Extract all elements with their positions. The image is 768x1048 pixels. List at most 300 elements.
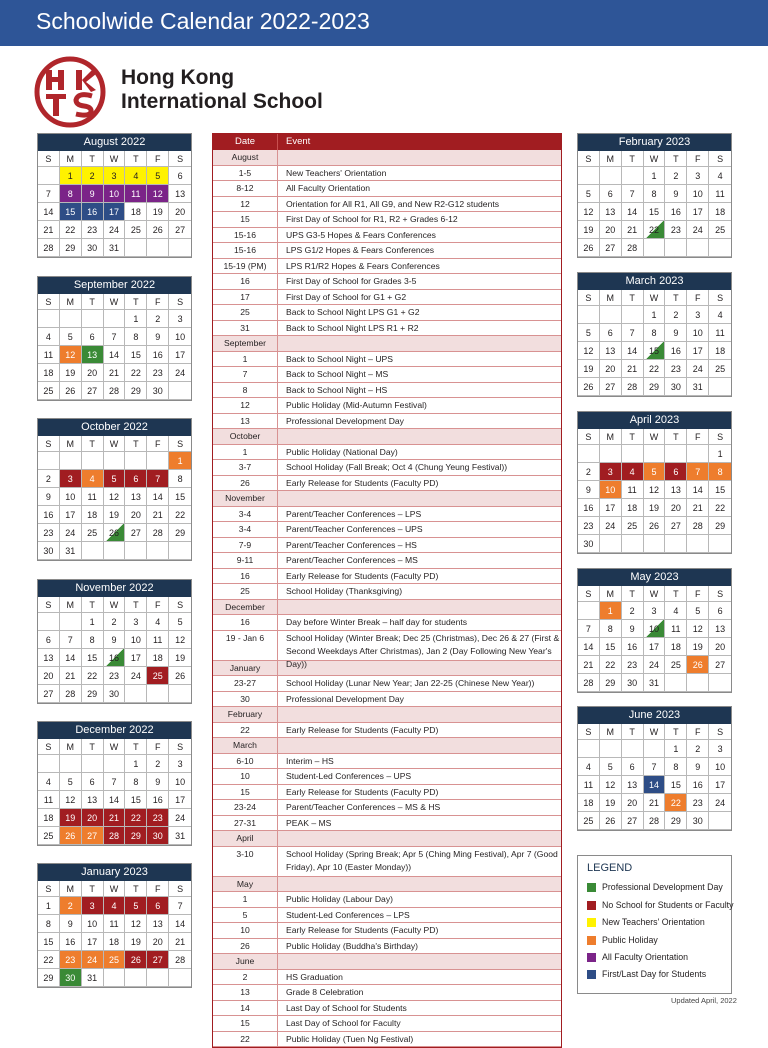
calendar-day: 14 <box>169 915 191 933</box>
calendar-day: 1 <box>644 306 666 324</box>
event-date: August <box>213 150 278 165</box>
legend-swatch <box>587 936 596 945</box>
calendar-day: 25 <box>125 221 147 239</box>
event-date: 26 <box>213 939 278 954</box>
calendar-day: 21 <box>104 364 126 382</box>
event-date: 7 <box>213 367 278 382</box>
calendar-empty-cell <box>644 239 666 257</box>
event-description: School Holiday (Fall Break; Oct 4 (Chung Yeung Festival)) <box>286 462 508 472</box>
calendar-day: 13 <box>709 620 731 638</box>
calendar-day: 17 <box>169 791 191 809</box>
weekday-label: T <box>125 151 147 167</box>
calendar-day: 25 <box>709 360 731 378</box>
event-date: 8 <box>213 383 278 398</box>
weekday-label: M <box>60 597 82 613</box>
calendar-day: 1 <box>709 445 731 463</box>
calendar-day: 18 <box>709 203 731 221</box>
calendar-day: 5 <box>578 185 600 203</box>
calendar-day: 8 <box>38 915 60 933</box>
weekday-label: F <box>687 724 709 740</box>
calendar-day: 17 <box>82 933 104 951</box>
weekday-label: F <box>687 290 709 306</box>
legend-swatch <box>587 953 596 962</box>
event-row <box>213 197 561 213</box>
calendar-day: 28 <box>687 517 709 535</box>
calendar-day: 14 <box>644 776 666 794</box>
events-table-header <box>213 134 561 150</box>
calendar-day: 11 <box>578 776 600 794</box>
calendar-grid <box>38 597 191 703</box>
calendar-grid <box>38 881 191 987</box>
calendar-day: 26 <box>578 378 600 396</box>
calendar-day: 30 <box>147 827 169 845</box>
weekday-label: M <box>60 151 82 167</box>
calendar-day: 3 <box>687 167 709 185</box>
event-month-row <box>213 600 561 616</box>
school-name-line2: International School <box>121 90 323 113</box>
calendar-day: 6 <box>665 463 687 481</box>
calendar-day: 19 <box>600 794 622 812</box>
calendar-day: 7 <box>147 470 169 488</box>
event-date: December <box>213 600 278 615</box>
calendar-day: 23 <box>82 221 104 239</box>
calendar-day: 5 <box>687 602 709 620</box>
calendar-grid <box>38 151 191 257</box>
calendar-day: 13 <box>147 915 169 933</box>
event-date: 7-9 <box>213 538 278 553</box>
calendar-day: 31 <box>169 827 191 845</box>
calendar-month-title: March 2023 <box>578 273 731 290</box>
calendar-day: 16 <box>687 776 709 794</box>
event-row <box>213 228 561 244</box>
legend-label: Public Holiday <box>602 935 658 945</box>
calendar-empty-cell <box>169 969 191 987</box>
calendar-empty-cell <box>600 445 622 463</box>
event-description: Student-Led Conferences – UPS <box>286 771 412 781</box>
date-column-header: Date <box>213 134 278 150</box>
calendar-empty-cell <box>578 306 600 324</box>
calendar-day: 8 <box>82 631 104 649</box>
calendar-day: 24 <box>82 951 104 969</box>
weekday-label: S <box>169 739 191 755</box>
event-row <box>213 181 561 197</box>
event-date: 22 <box>213 723 278 738</box>
event-description: Parent/Teacher Conferences – UPS <box>286 524 423 534</box>
calendar-month <box>37 579 192 704</box>
event-description: Early Release for Students (Faculty PD) <box>286 477 439 488</box>
calendar-day: 4 <box>622 463 644 481</box>
calendar-day: 21 <box>38 221 60 239</box>
event-month-row <box>213 738 561 754</box>
calendar-day: 24 <box>687 360 709 378</box>
calendar-day: 31 <box>82 969 104 987</box>
weekday-label: T <box>125 436 147 452</box>
calendar-day: 29 <box>600 674 622 692</box>
weekday-label: W <box>644 429 666 445</box>
calendar-day: 24 <box>169 809 191 827</box>
calendar-empty-cell <box>38 167 60 185</box>
calendar-empty-cell <box>147 452 169 470</box>
event-date: 17 <box>213 290 278 305</box>
calendar-empty-cell <box>709 239 731 257</box>
event-description <box>278 661 286 676</box>
event-date: 2 <box>213 970 278 985</box>
event-description: School Holiday (Lunar New Year; Jan 22-25 (Chinese New Year)) <box>286 678 535 688</box>
calendar-day: 1 <box>38 897 60 915</box>
calendar-day: 8 <box>125 328 147 346</box>
calendar-day: 24 <box>709 794 731 812</box>
calendar-empty-cell <box>125 542 147 560</box>
calendar-empty-cell <box>169 239 191 257</box>
events-table-body <box>213 150 561 1047</box>
calendar-day: 23 <box>38 524 60 542</box>
weekday-label: M <box>600 586 622 602</box>
calendar-day: 27 <box>600 378 622 396</box>
weekday-label: M <box>60 739 82 755</box>
calendar-day: 19 <box>104 506 126 524</box>
calendar-day: 8 <box>169 470 191 488</box>
event-description: Back to School Night – UPS <box>286 353 393 364</box>
event-date: 12 <box>213 398 278 413</box>
calendar-day: 24 <box>104 221 126 239</box>
calendar-empty-cell <box>665 674 687 692</box>
calendar-day: 11 <box>709 185 731 203</box>
calendar-empty-cell <box>622 535 644 553</box>
calendar-grid <box>38 294 191 400</box>
calendar-day: 12 <box>60 346 82 364</box>
legend-item <box>587 952 688 962</box>
event-description: PEAK – MS <box>286 817 332 828</box>
calendar-empty-cell <box>600 167 622 185</box>
calendar-day: 8 <box>125 773 147 791</box>
calendar-day: 1 <box>600 602 622 620</box>
event-date: 22 <box>213 1032 278 1047</box>
calendar-month-title: April 2023 <box>578 412 731 429</box>
calendar-day: 19 <box>169 649 191 667</box>
calendar-day: 21 <box>687 499 709 517</box>
calendar-day: 2 <box>578 463 600 481</box>
event-date: 5 <box>213 908 278 923</box>
calendar-day: 7 <box>622 324 644 342</box>
weekday-label: M <box>600 290 622 306</box>
legend-item <box>587 917 705 927</box>
calendar-day: 2 <box>82 167 104 185</box>
calendar-day: 8 <box>600 620 622 638</box>
calendar-day: 9 <box>622 620 644 638</box>
calendar-day: 16 <box>578 499 600 517</box>
calendar-day: 16 <box>665 342 687 360</box>
calendar-day: 23 <box>687 794 709 812</box>
calendar-day: 6 <box>147 897 169 915</box>
event-date: 8-12 <box>213 181 278 196</box>
calendar-day: 15 <box>125 791 147 809</box>
calendar-day: 26 <box>578 239 600 257</box>
calendar-day: 12 <box>147 185 169 203</box>
event-date: 3-4 <box>213 507 278 522</box>
calendar-empty-cell <box>644 445 666 463</box>
calendar-empty-cell <box>709 535 731 553</box>
event-description <box>278 600 286 615</box>
calendar-month <box>37 863 192 988</box>
calendar-day: 4 <box>665 602 687 620</box>
event-date: 16 <box>213 569 278 584</box>
calendar-month-title: October 2022 <box>38 419 191 436</box>
weekday-label: S <box>709 290 731 306</box>
calendar-day: 23 <box>665 360 687 378</box>
calendar-day: 21 <box>644 794 666 812</box>
calendar-empty-cell <box>709 674 731 692</box>
calendar-day: 7 <box>104 328 126 346</box>
event-date: 14 <box>213 1001 278 1016</box>
calendar-day: 10 <box>687 185 709 203</box>
calendar-day: 22 <box>169 506 191 524</box>
event-date: 10 <box>213 769 278 784</box>
calendar-day: 3 <box>125 613 147 631</box>
weekday-label: W <box>644 151 666 167</box>
calendar-day: 9 <box>578 481 600 499</box>
event-description: Early Release for Students (Faculty PD) <box>286 786 439 797</box>
calendar-month-title: February 2023 <box>578 134 731 151</box>
calendar-month-title: January 2023 <box>38 864 191 881</box>
calendar-day: 18 <box>622 499 644 517</box>
event-row <box>213 985 561 1001</box>
calendar-empty-cell <box>147 239 169 257</box>
calendar-day: 1 <box>60 167 82 185</box>
calendar-day: 28 <box>578 674 600 692</box>
event-row <box>213 970 561 986</box>
calendar-month-title: November 2022 <box>38 580 191 597</box>
calendar-day: 22 <box>60 221 82 239</box>
calendar-day: 6 <box>600 324 622 342</box>
event-row <box>213 1032 561 1048</box>
event-row <box>213 923 561 939</box>
event-description: Early Release for Students (Faculty PD) <box>286 570 439 581</box>
calendar-grid <box>578 290 731 396</box>
calendar-month-title: December 2022 <box>38 722 191 739</box>
calendar-day: 27 <box>169 221 191 239</box>
event-row <box>213 367 561 383</box>
calendar-day: 28 <box>622 239 644 257</box>
weekday-label: T <box>622 290 644 306</box>
weekday-label: W <box>104 881 126 897</box>
calendar-day: 4 <box>38 328 60 346</box>
event-description: Parent/Teacher Conferences – LPS <box>286 508 422 519</box>
calendar-day: 30 <box>38 542 60 560</box>
calendar-day: 23 <box>665 221 687 239</box>
calendar-day: 29 <box>125 827 147 845</box>
calendar-day: 10 <box>600 481 622 499</box>
calendar-day: 10 <box>125 631 147 649</box>
calendar-grid <box>578 724 731 830</box>
calendar-day: 11 <box>82 488 104 506</box>
calendar-day: 10 <box>709 758 731 776</box>
weekday-label: S <box>709 151 731 167</box>
weekday-label: T <box>82 881 104 897</box>
event-row <box>213 445 561 461</box>
weekday-label: W <box>104 151 126 167</box>
calendar-month <box>577 272 732 397</box>
calendar-day: 13 <box>622 776 644 794</box>
calendar-day: 9 <box>147 773 169 791</box>
legend-label: No School for Students or Faculty <box>602 900 734 910</box>
calendar-day: 20 <box>600 360 622 378</box>
calendar-day: 3 <box>60 470 82 488</box>
calendar-day: 25 <box>147 667 169 685</box>
weekday-label: S <box>38 436 60 452</box>
calendar-day: 10 <box>687 324 709 342</box>
event-date: 16 <box>213 615 278 630</box>
calendar-month-title: August 2022 <box>38 134 191 151</box>
weekday-label: T <box>622 586 644 602</box>
event-description: Back to School Night – MS <box>286 369 389 379</box>
event-row <box>213 785 561 801</box>
event-description <box>278 491 286 506</box>
calendar-day: 25 <box>38 827 60 845</box>
calendar-day: 2 <box>665 306 687 324</box>
event-row <box>213 908 561 924</box>
event-row <box>213 692 561 708</box>
calendar-day: 26 <box>60 382 82 400</box>
calendar-day: 5 <box>147 167 169 185</box>
event-date: 3-4 <box>213 522 278 537</box>
calendar-day: 20 <box>169 203 191 221</box>
legend-item <box>587 935 658 945</box>
weekday-label: T <box>125 294 147 310</box>
legend-swatch <box>587 883 596 892</box>
event-row <box>213 166 561 182</box>
calendar-month <box>37 418 192 561</box>
calendar-day: 19 <box>147 203 169 221</box>
calendar-day: 22 <box>665 794 687 812</box>
calendar-day: 12 <box>169 631 191 649</box>
calendar-day: 4 <box>104 897 126 915</box>
calendar-day: 26 <box>600 812 622 830</box>
calendar-day: 16 <box>147 346 169 364</box>
calendar-empty-cell <box>169 685 191 703</box>
event-month-row <box>213 707 561 723</box>
event-row <box>213 243 561 259</box>
event-row <box>213 274 561 290</box>
calendar-day: 25 <box>38 382 60 400</box>
calendar-empty-cell <box>622 445 644 463</box>
calendar-day: 21 <box>578 656 600 674</box>
calendar-day: 26 <box>644 517 666 535</box>
event-date: 25 <box>213 305 278 320</box>
weekday-label: S <box>38 151 60 167</box>
calendar-day: 19 <box>125 933 147 951</box>
calendar-empty-cell <box>82 310 104 328</box>
weekday-label: T <box>622 724 644 740</box>
calendar-day: 28 <box>60 685 82 703</box>
calendar-day: 15 <box>665 776 687 794</box>
weekday-label: S <box>709 429 731 445</box>
weekday-label: S <box>169 881 191 897</box>
calendar-day: 26 <box>125 951 147 969</box>
calendar-day: 21 <box>60 667 82 685</box>
calendar-day: 28 <box>147 524 169 542</box>
weekday-label: S <box>169 436 191 452</box>
event-row <box>213 892 561 908</box>
event-row <box>213 723 561 739</box>
calendar-day: 3 <box>82 897 104 915</box>
weekday-label: T <box>125 597 147 613</box>
calendar-day: 17 <box>687 342 709 360</box>
calendar-day: 12 <box>600 776 622 794</box>
calendar-day: 11 <box>38 346 60 364</box>
event-description: All Faculty Orientation <box>286 183 371 193</box>
weekday-label: M <box>60 294 82 310</box>
event-description: First Day of School for G1 + G2 <box>286 291 407 302</box>
calendar-day: 1 <box>125 755 147 773</box>
event-description <box>278 877 286 892</box>
calendar-day: 18 <box>125 203 147 221</box>
event-date: 15-16 <box>213 228 278 243</box>
event-date: 15 <box>213 212 278 227</box>
calendar-day: 6 <box>622 758 644 776</box>
weekday-label: S <box>38 294 60 310</box>
event-description: Professional Development Day <box>286 693 404 704</box>
event-description: Public Holiday (National Day) <box>286 446 398 457</box>
calendar-day: 18 <box>38 809 60 827</box>
weekday-label: M <box>60 436 82 452</box>
calendar-day: 29 <box>709 517 731 535</box>
event-description: Public Holiday (Buddha's Birthday) <box>286 940 419 951</box>
calendar-day: 3 <box>600 463 622 481</box>
calendar-day: 17 <box>104 203 126 221</box>
weekday-label: F <box>687 429 709 445</box>
calendar-empty-cell <box>104 542 126 560</box>
calendar-empty-cell <box>665 535 687 553</box>
calendar-day: 13 <box>125 488 147 506</box>
calendar-empty-cell <box>709 378 731 396</box>
event-description: School Holiday (Thanksgiving) <box>286 586 403 596</box>
calendar-day: 11 <box>622 481 644 499</box>
calendar-day: 12 <box>644 481 666 499</box>
calendar-day: 10 <box>169 328 191 346</box>
calendar-day: 24 <box>687 221 709 239</box>
calendar-empty-cell <box>38 452 60 470</box>
calendar-day: 12 <box>60 791 82 809</box>
weekday-label: T <box>665 290 687 306</box>
event-month-row <box>213 491 561 507</box>
calendar-day: 9 <box>665 185 687 203</box>
event-date: 1 <box>213 445 278 460</box>
event-row <box>213 522 561 538</box>
calendar-day: 31 <box>644 674 666 692</box>
calendar-empty-cell <box>578 740 600 758</box>
calendar-empty-cell <box>622 167 644 185</box>
calendar-day: 24 <box>60 524 82 542</box>
calendar-day: 17 <box>60 506 82 524</box>
calendar-day: 10 <box>82 915 104 933</box>
event-date: 13 <box>213 414 278 429</box>
event-row <box>213 615 561 631</box>
event-date: 19 - Jan 6 <box>213 631 278 660</box>
calendar-day: 6 <box>169 167 191 185</box>
calendar-month-title: May 2023 <box>578 569 731 586</box>
weekday-label: S <box>578 429 600 445</box>
calendar-empty-cell <box>60 452 82 470</box>
event-date: January <box>213 661 278 676</box>
calendar-day: 18 <box>709 342 731 360</box>
event-date: 15 <box>213 1016 278 1031</box>
event-description: Public Holiday (Mid-Autumn Festival) <box>286 400 427 410</box>
calendar-day: 5 <box>60 773 82 791</box>
calendar-day: 17 <box>687 203 709 221</box>
weekday-label: S <box>709 724 731 740</box>
calendar-day: 26 <box>60 827 82 845</box>
calendar-day: 27 <box>622 812 644 830</box>
